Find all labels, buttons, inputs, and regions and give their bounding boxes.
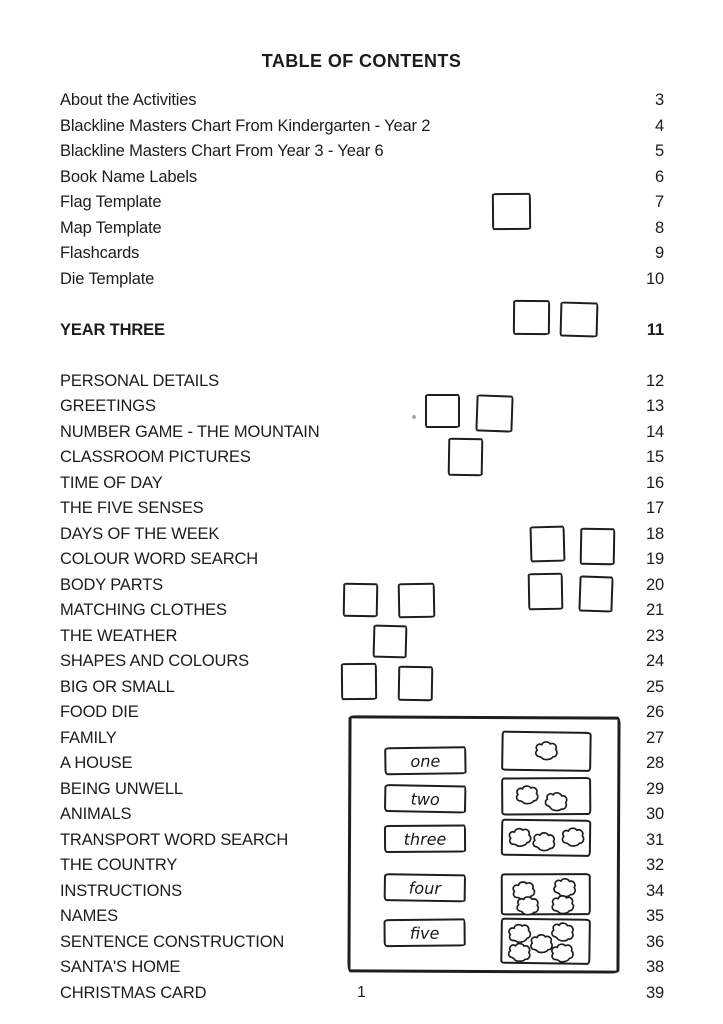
toc-row — [60, 522, 664, 548]
toc-row — [60, 190, 664, 216]
toc-entry-page-number: 19 — [645, 550, 664, 569]
toc-entry-page-number: 14 — [645, 422, 664, 441]
toc-entry-page-number: 32 — [645, 856, 664, 875]
toc-entry-page-number: 34 — [645, 881, 664, 900]
cloud-count-box — [501, 873, 591, 915]
cloud-doodle-icon — [559, 825, 587, 849]
toc-row — [60, 88, 664, 114]
toc-entry-label: THE WEATHER — [60, 626, 178, 645]
toc-row — [60, 267, 664, 293]
toc-entry-page-number: 9 — [654, 244, 664, 263]
toc-entry-label: Book Name Labels — [60, 167, 198, 186]
ink-speck — [412, 415, 416, 419]
toc-entry-page-number: 18 — [645, 524, 664, 543]
toc-entry-page-number: 30 — [645, 805, 664, 824]
square-doodle-icon — [580, 528, 616, 566]
toc-row — [60, 394, 664, 420]
toc-row — [60, 445, 664, 471]
cloud-count-box — [501, 731, 592, 772]
square-doodle-icon — [343, 583, 379, 618]
number-word-chart — [347, 715, 620, 973]
toc-entry-page-number: 6 — [654, 167, 664, 186]
toc-entry-label: YEAR THREE — [60, 320, 165, 339]
number-word-label: four — [408, 878, 442, 898]
toc-entry-page-number: 13 — [645, 397, 664, 416]
cloud-doodle-icon — [513, 783, 541, 807]
toc-entry-page-number: 17 — [645, 499, 664, 518]
square-doodle-icon — [425, 394, 460, 428]
toc-row — [60, 241, 664, 267]
toc-entry-label: SENTENCE CONSTRUCTION — [60, 932, 285, 951]
toc-entry-page-number: 10 — [645, 269, 664, 288]
toc-entry-label: NAMES — [60, 907, 118, 926]
toc-entry-label: Map Template — [60, 218, 162, 237]
toc-entry-label: Die Template — [60, 269, 155, 288]
cloud-doodle-icon — [540, 787, 573, 817]
toc-entry-label: FAMILY — [60, 728, 117, 747]
toc-entry-page-number: 15 — [645, 448, 664, 467]
page-title: TABLE OF CONTENTS — [261, 51, 462, 71]
toc-entry-label: Flag Template — [60, 193, 162, 212]
toc-entry-page-number: 25 — [645, 677, 664, 696]
number-word-box — [384, 873, 466, 902]
square-doodle-icon — [398, 666, 434, 702]
toc-row — [60, 369, 664, 395]
toc-entry-page-number: 31 — [645, 830, 664, 849]
cloud-doodle-icon — [529, 829, 560, 856]
toc-entry-label: Blackline Masters Chart From Kindergarten - Year 2 — [60, 116, 431, 135]
number-word-box — [384, 784, 466, 813]
square-doodle-icon — [341, 663, 377, 700]
square-doodle-icon — [513, 300, 550, 335]
toc-entry-page-number: 35 — [645, 907, 664, 926]
square-doodle-icon — [530, 526, 566, 563]
toc-row — [60, 624, 664, 650]
toc-entry-page-number: 23 — [645, 626, 664, 645]
toc-entry-label: Flashcards — [60, 244, 140, 263]
square-doodle-icon — [578, 575, 613, 612]
toc-entry-page-number: 8 — [654, 218, 664, 237]
toc-entry-label: SANTA'S HOME — [60, 958, 181, 977]
toc-row — [60, 139, 664, 165]
toc-entry-label: TIME OF DAY — [60, 473, 163, 492]
number-word-box — [384, 746, 466, 775]
square-doodle-icon — [560, 302, 599, 338]
number-word-label: three — [403, 829, 447, 849]
cloud-doodle-icon — [513, 893, 543, 919]
cloud-doodle-icon — [532, 739, 560, 763]
toc-row — [60, 420, 664, 446]
number-word-box — [384, 824, 466, 853]
toc-entry-label: A HOUSE — [60, 754, 133, 773]
toc-entry-page-number: 36 — [645, 932, 664, 951]
toc-entry-label: PERSONAL DETAILS — [60, 371, 219, 390]
toc-entry-page-number: 39 — [645, 983, 664, 1002]
toc-entry-page-number: 27 — [645, 728, 664, 747]
toc-entry-label: TRANSPORT WORD SEARCH — [60, 830, 289, 849]
toc-row — [60, 547, 664, 573]
toc-entry-label: CLASSROOM PICTURES — [60, 448, 251, 467]
toc-entry-label: Blackline Masters Chart From Year 3 - Year 6 — [60, 142, 384, 161]
toc-entry-page-number: 26 — [645, 703, 664, 722]
toc-entry-label: COLOUR WORD SEARCH — [60, 550, 259, 569]
toc-entry-page-number: 29 — [645, 779, 664, 798]
cloud-doodle-icon — [504, 939, 535, 967]
toc-row — [60, 496, 664, 522]
square-doodle-icon — [373, 625, 408, 659]
square-doodle-icon — [528, 573, 564, 611]
toc-entry-label: DAYS OF THE WEEK — [60, 524, 220, 543]
toc-entry-page-number: 4 — [654, 116, 664, 135]
toc-entry-page-number: 24 — [645, 652, 664, 671]
toc-entry-label: BEING UNWELL — [60, 779, 183, 798]
toc-entry-label: NUMBER GAME - THE MOUNTAIN — [60, 422, 320, 441]
toc-entry-label: SHAPES AND COLOURS — [60, 652, 249, 671]
toc-entry-page-number: 3 — [654, 91, 664, 110]
toc-entry-page-number: 38 — [645, 958, 664, 977]
toc-entry-page-number: 11 — [646, 320, 664, 339]
toc-entry-label: THE COUNTRY — [60, 856, 178, 875]
toc-entry-page-number: 12 — [645, 371, 664, 390]
toc-entry-label: About the Activities — [60, 91, 197, 110]
square-doodle-icon — [492, 193, 531, 230]
toc-row — [60, 471, 664, 497]
toc-entry-label: CHRISTMAS CARD — [60, 983, 207, 1002]
toc-entry-page-number: 28 — [645, 754, 664, 773]
toc-entry-page-number: 5 — [654, 142, 664, 161]
toc-entry-page-number: 21 — [645, 601, 664, 620]
square-doodle-icon — [448, 438, 484, 477]
toc-row — [60, 216, 664, 242]
toc-entry-label: INSTRUCTIONS — [60, 881, 182, 900]
number-word-box — [383, 918, 465, 947]
footer-page-number: 1 — [357, 984, 366, 1001]
cloud-count-box — [501, 819, 591, 857]
cloud-count-box — [501, 777, 591, 816]
toc-entry-label: BODY PARTS — [60, 575, 164, 594]
cloud-doodle-icon — [547, 940, 577, 966]
number-word-label: five — [409, 923, 440, 943]
toc-entry-label: GREETINGS — [60, 397, 156, 416]
toc-entry-label: THE FIVE SENSES — [60, 499, 204, 518]
number-word-label: one — [410, 751, 441, 771]
toc-entry-label: FOOD DIE — [60, 703, 139, 722]
cloud-doodle-icon — [549, 893, 577, 917]
toc-row — [60, 165, 664, 191]
toc-row — [60, 114, 664, 140]
toc-entry-page-number: 20 — [645, 575, 664, 594]
toc-entry-page-number: 16 — [645, 473, 664, 492]
toc-entry-label: ANIMALS — [60, 805, 132, 824]
toc-entry-label: MATCHING CLOTHES — [60, 601, 227, 620]
number-word-label: two — [410, 788, 440, 809]
square-doodle-icon — [475, 394, 513, 432]
toc-entry-label: BIG OR SMALL — [60, 677, 175, 696]
cloud-count-box — [500, 918, 591, 965]
square-doodle-icon — [398, 583, 436, 619]
toc-entry-page-number: 7 — [654, 193, 664, 212]
